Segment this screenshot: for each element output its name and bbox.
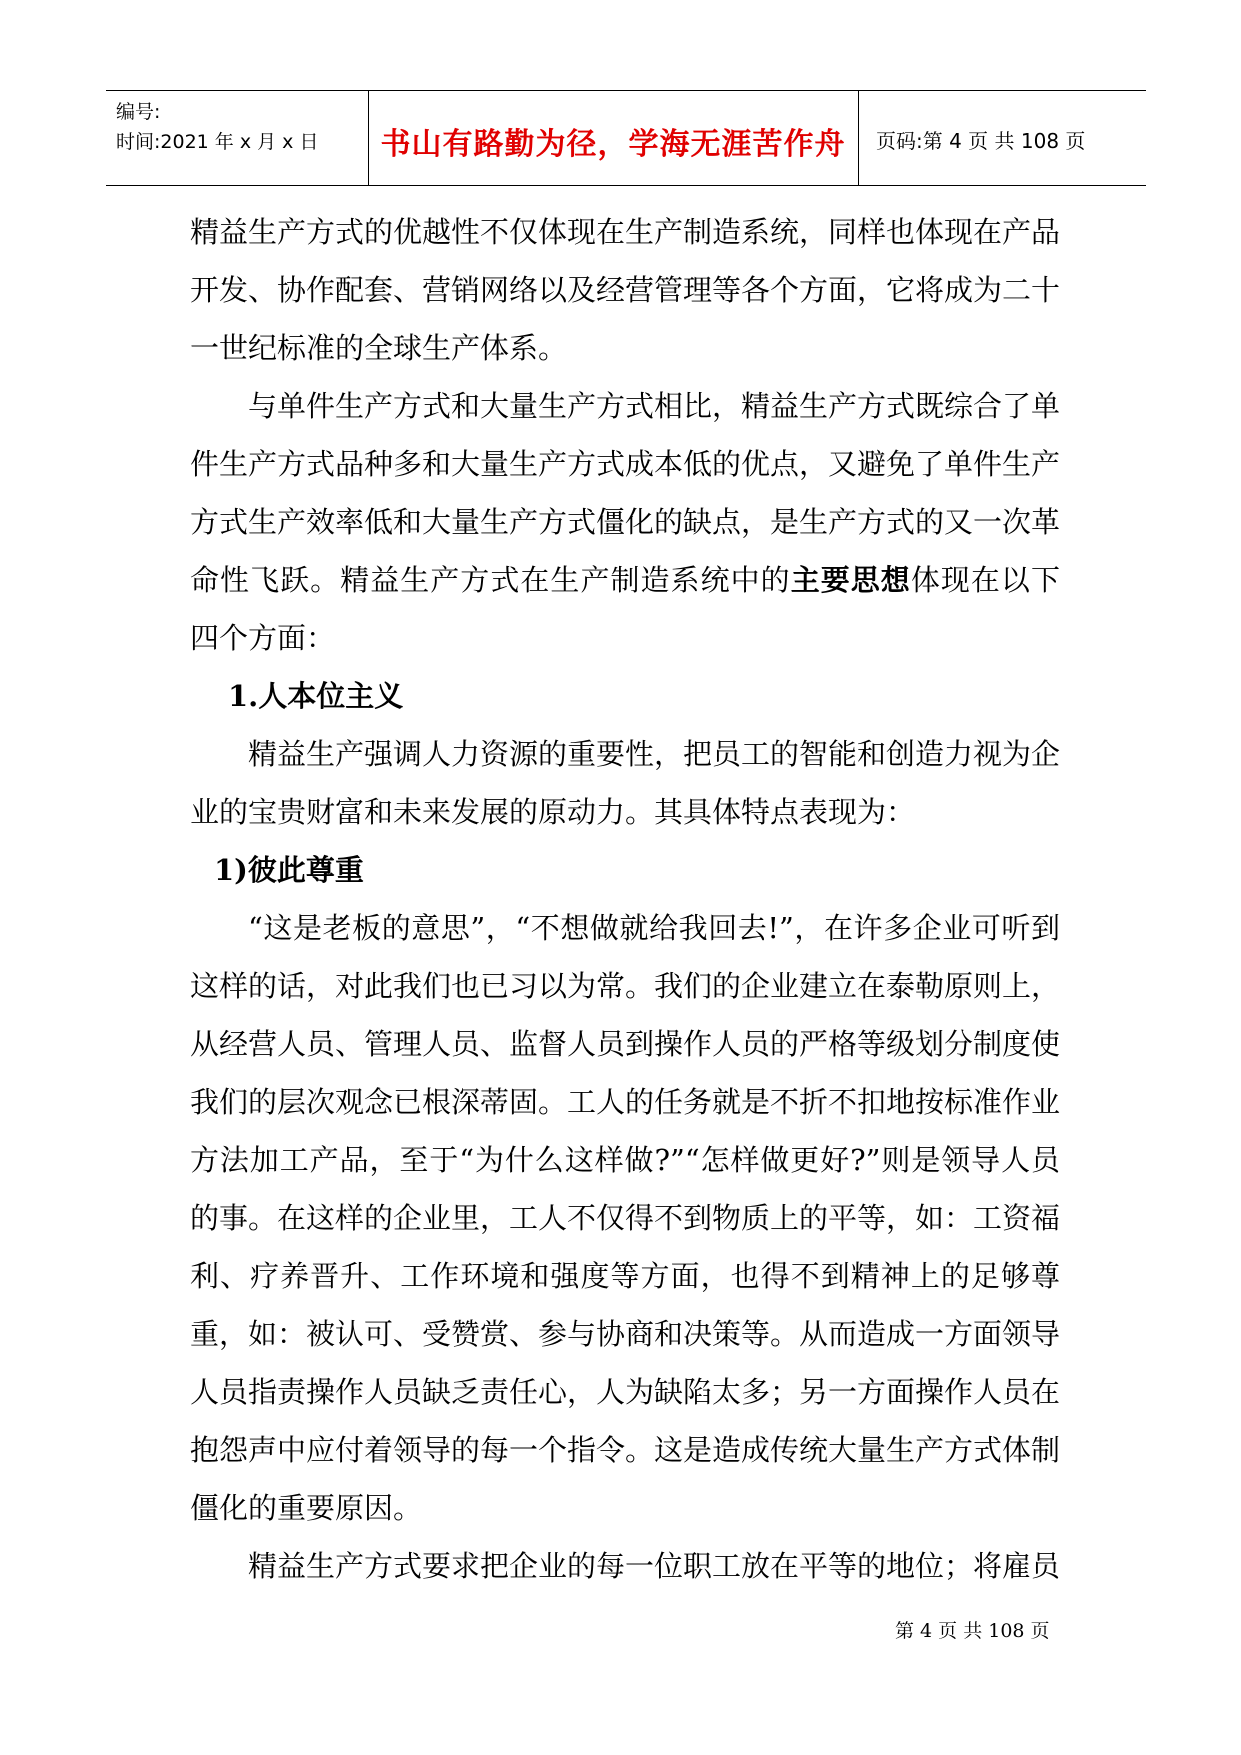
paragraph-text: 体现在以下四个方面：: [190, 563, 1060, 655]
subsection-heading: 1)彼此尊重: [214, 853, 364, 887]
header-meta-cell: [106, 91, 369, 185]
page-footer: 第 4 页 共 108 页: [895, 1620, 1050, 1642]
paragraph: “这是老板的意思”，“不想做就给我回去!”，在许多企业可听到这样的话，对此我们也已习以为常。我们的企业建立在泰勒原则上，从经营人员、管理人员、监督人员到操作人员的严格等级划分制度使我们的层次观念已根深蒂固。工人的任务就是不折不扣地按标准作业方法加工产品，至于“为什么这样做?”“怎样做更好?”则是领导人员的事。在这样的企业里，工人不仅得不到物质上的平等，如：工资福利、疗养晋升、工作环境和强度等方面，也得不到精神上的足够尊重，如：被认可、受赞赏、参与协商和决策等。从而造成一方面领导人员指责操作人员缺乏责任心，人为缺陷太多；另一方面操作人员在抱怨声中应付着领导的每一个指令。这是造成传统大量生产方式体制僵化的重要原因。: [190, 911, 1061, 1525]
header-motto-cell: [368, 91, 859, 185]
header-page-cell: [858, 91, 1146, 185]
paragraph: 精益生产强调人力资源的重要性，把员工的智能和创造力视为企业的宝贵财富和未来发展的原动力。其具体特点表现为：: [190, 737, 1061, 829]
paragraph: [190, 377, 1060, 667]
document-number-label: 编号:: [116, 101, 161, 123]
document-body: [190, 203, 1060, 1595]
page-header: [106, 90, 1146, 186]
header-motto: 书山有路勤为径，学海无涯苦作舟: [380, 127, 846, 162]
paragraph: 精益生产方式的优越性不仅体现在生产制造系统，同样也体现在产品开发、协作配套、营销网络以及经营管理等各个方面，它将成为二十一世纪标准的全球生产体系。: [190, 215, 1061, 365]
document-time-label: 时间:2021 年 x 月 x 日: [116, 131, 319, 153]
section-heading: 1.人本位主义: [228, 679, 404, 713]
header-page-label: 页码:第 4 页 共 108 页: [876, 129, 1086, 153]
emphasis-text: 主要思想: [790, 563, 911, 597]
paragraph-text: 与单件生产方式和大量生产方式相比，精益生产方式既综合了单件生产方式品种多和大量生产方式成本低的优点，又避免了单件生产方式生产效率低和大量生产方式僵化的缺点，是生产方式的又一次革命性飞跃。精益生产方式在生产制造系统中的: [190, 389, 1061, 597]
paragraph: 精益生产方式要求把企业的每一位职工放在平等的地位；将雇员: [248, 1549, 1061, 1583]
